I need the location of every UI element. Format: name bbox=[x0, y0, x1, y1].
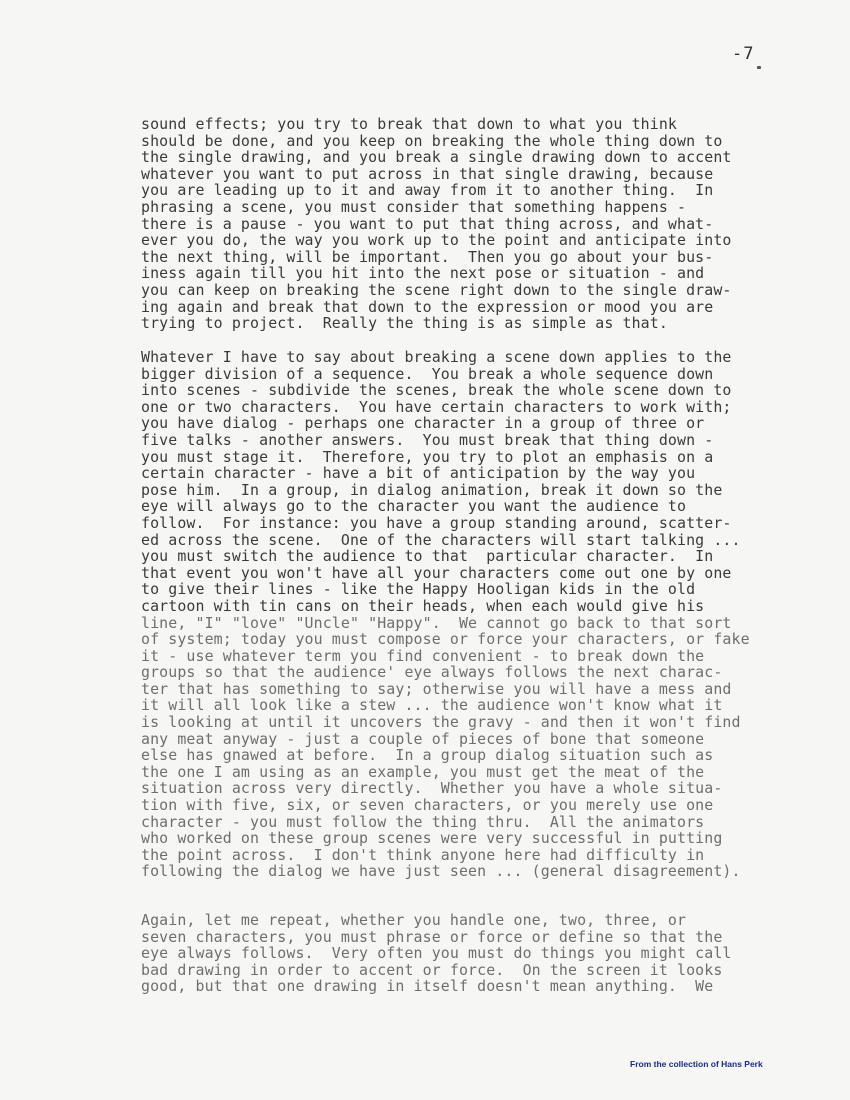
page-mark bbox=[757, 66, 761, 69]
text-line: the next thing, will be important. Then you go about your bus- bbox=[141, 247, 714, 266]
text-line: phrasing a scene, you must consider that something happens - bbox=[141, 197, 687, 216]
text-line: following the dialog we have just seen ... (general disagreement). bbox=[141, 862, 741, 881]
text-line: good, but that one drawing in itself doesn't mean anything. We bbox=[141, 977, 714, 996]
text-line: character - you must follow the thing thru. All the animators bbox=[141, 812, 705, 831]
text-line: the single drawing, and you break a single drawing down to accent bbox=[141, 148, 732, 167]
text-line: you must stage it. Therefore, you try to plot an emphasis on a bbox=[141, 447, 714, 466]
text-line: who worked on these group scenes were very successful in putting bbox=[141, 829, 723, 848]
text-line: bigger division of a sequence. You break a whole sequence down bbox=[141, 364, 714, 383]
text-line: situation across very directly. Whether you have a whole situa- bbox=[141, 779, 723, 798]
text-line: the point across. I don't think anyone here had difficulty in bbox=[141, 845, 705, 864]
text-line: sound effects; you try to break that down to what you think bbox=[141, 115, 678, 133]
text-line: one or two characters. You have certain characters to work with; bbox=[141, 397, 732, 416]
text-line: it - use whatever term you find convenient - to break down the bbox=[141, 646, 705, 665]
text-line: line, "I" "love" "Uncle" "Happy". We cannot go back to that sort bbox=[141, 613, 732, 632]
text-line: Again, let me repeat, whether you handle one, two, three, or bbox=[141, 911, 687, 929]
text-line: you are leading up to it and away from it to another thing. In bbox=[141, 181, 714, 200]
text-line: else has gnawed at before. In a group dialog situation such as bbox=[141, 746, 714, 765]
text-line: ing again and break that down to the expression or mood you are bbox=[141, 297, 714, 316]
text-line: there is a pause - you want to put that thing across, and what- bbox=[141, 214, 714, 233]
text-line: Whatever I have to say about breaking a scene down applies to the bbox=[141, 348, 732, 366]
text-line: to give their lines - like the Happy Hooligan kids in the old bbox=[141, 580, 696, 599]
text-line: into scenes - subdivide the scenes, break the whole scene down to bbox=[141, 381, 732, 400]
text-line: iness again till you hit into the next pose or situation - and bbox=[141, 264, 705, 283]
text-line: of system; today you must compose or force your characters, or fake bbox=[141, 630, 750, 649]
text-line: ed across the scene. One of the characters will start talking ... bbox=[141, 530, 741, 549]
text-line: the one I am using as an example, you must get the meat of the bbox=[141, 762, 705, 781]
paragraph-1 bbox=[141, 116, 801, 332]
text-line: certain character - have a bit of anticipation by the way you bbox=[141, 464, 696, 483]
text-line: you must switch the audience to that particular character. In bbox=[141, 547, 714, 566]
text-line: is looking at until it uncovers the gravy - and then it won't find bbox=[141, 713, 741, 732]
paragraph-2 bbox=[141, 349, 801, 880]
text-line: that event you won't have all your characters come out one by one bbox=[141, 563, 732, 582]
text-line: groups so that the audience' eye always follows the next charac- bbox=[141, 663, 723, 682]
text-line: trying to project. Really the thing is as simple as that. bbox=[141, 314, 668, 333]
collection-credit: From the collection of Hans Perk bbox=[630, 1059, 763, 1069]
text-line: whatever you want to put across in that single drawing, because bbox=[141, 164, 714, 183]
text-line: ever you do, the way you work up to the point and anticipate into bbox=[141, 231, 732, 250]
text-line: cartoon with tin cans on their heads, when each would give his bbox=[141, 596, 705, 615]
text-line: should be done, and you keep on breaking the whole thing down to bbox=[141, 131, 723, 150]
text-line: you can keep on breaking the scene right down to the single draw- bbox=[141, 280, 732, 299]
text-line: any meat anyway - just a couple of pieces of bone that someone bbox=[141, 729, 705, 748]
text-line: seven characters, you must phrase or force or define so that the bbox=[141, 927, 723, 946]
page-number: -7 bbox=[732, 44, 755, 64]
text-line: bad drawing in order to accent or force. On the screen it looks bbox=[141, 960, 723, 979]
paragraph-3 bbox=[141, 912, 801, 995]
text-line: follow. For instance: you have a group standing around, scatter- bbox=[141, 513, 732, 532]
text-line: you have dialog - perhaps one character in a group of three or bbox=[141, 414, 705, 433]
text-line: five talks - another answers. You must break that thing down - bbox=[141, 430, 714, 449]
text-line: tion with five, six, or seven characters, or you merely use one bbox=[141, 796, 714, 815]
text-line: eye will always go to the character you want the audience to bbox=[141, 497, 687, 516]
text-line: ter that has something to say; otherwise you will have a mess and bbox=[141, 679, 732, 698]
text-line: it will all look like a stew ... the audience won't know what it bbox=[141, 696, 723, 715]
text-line: eye always follows. Very often you must do things you might call bbox=[141, 944, 732, 963]
text-line: pose him. In a group, in dialog animation, break it down so the bbox=[141, 480, 723, 499]
